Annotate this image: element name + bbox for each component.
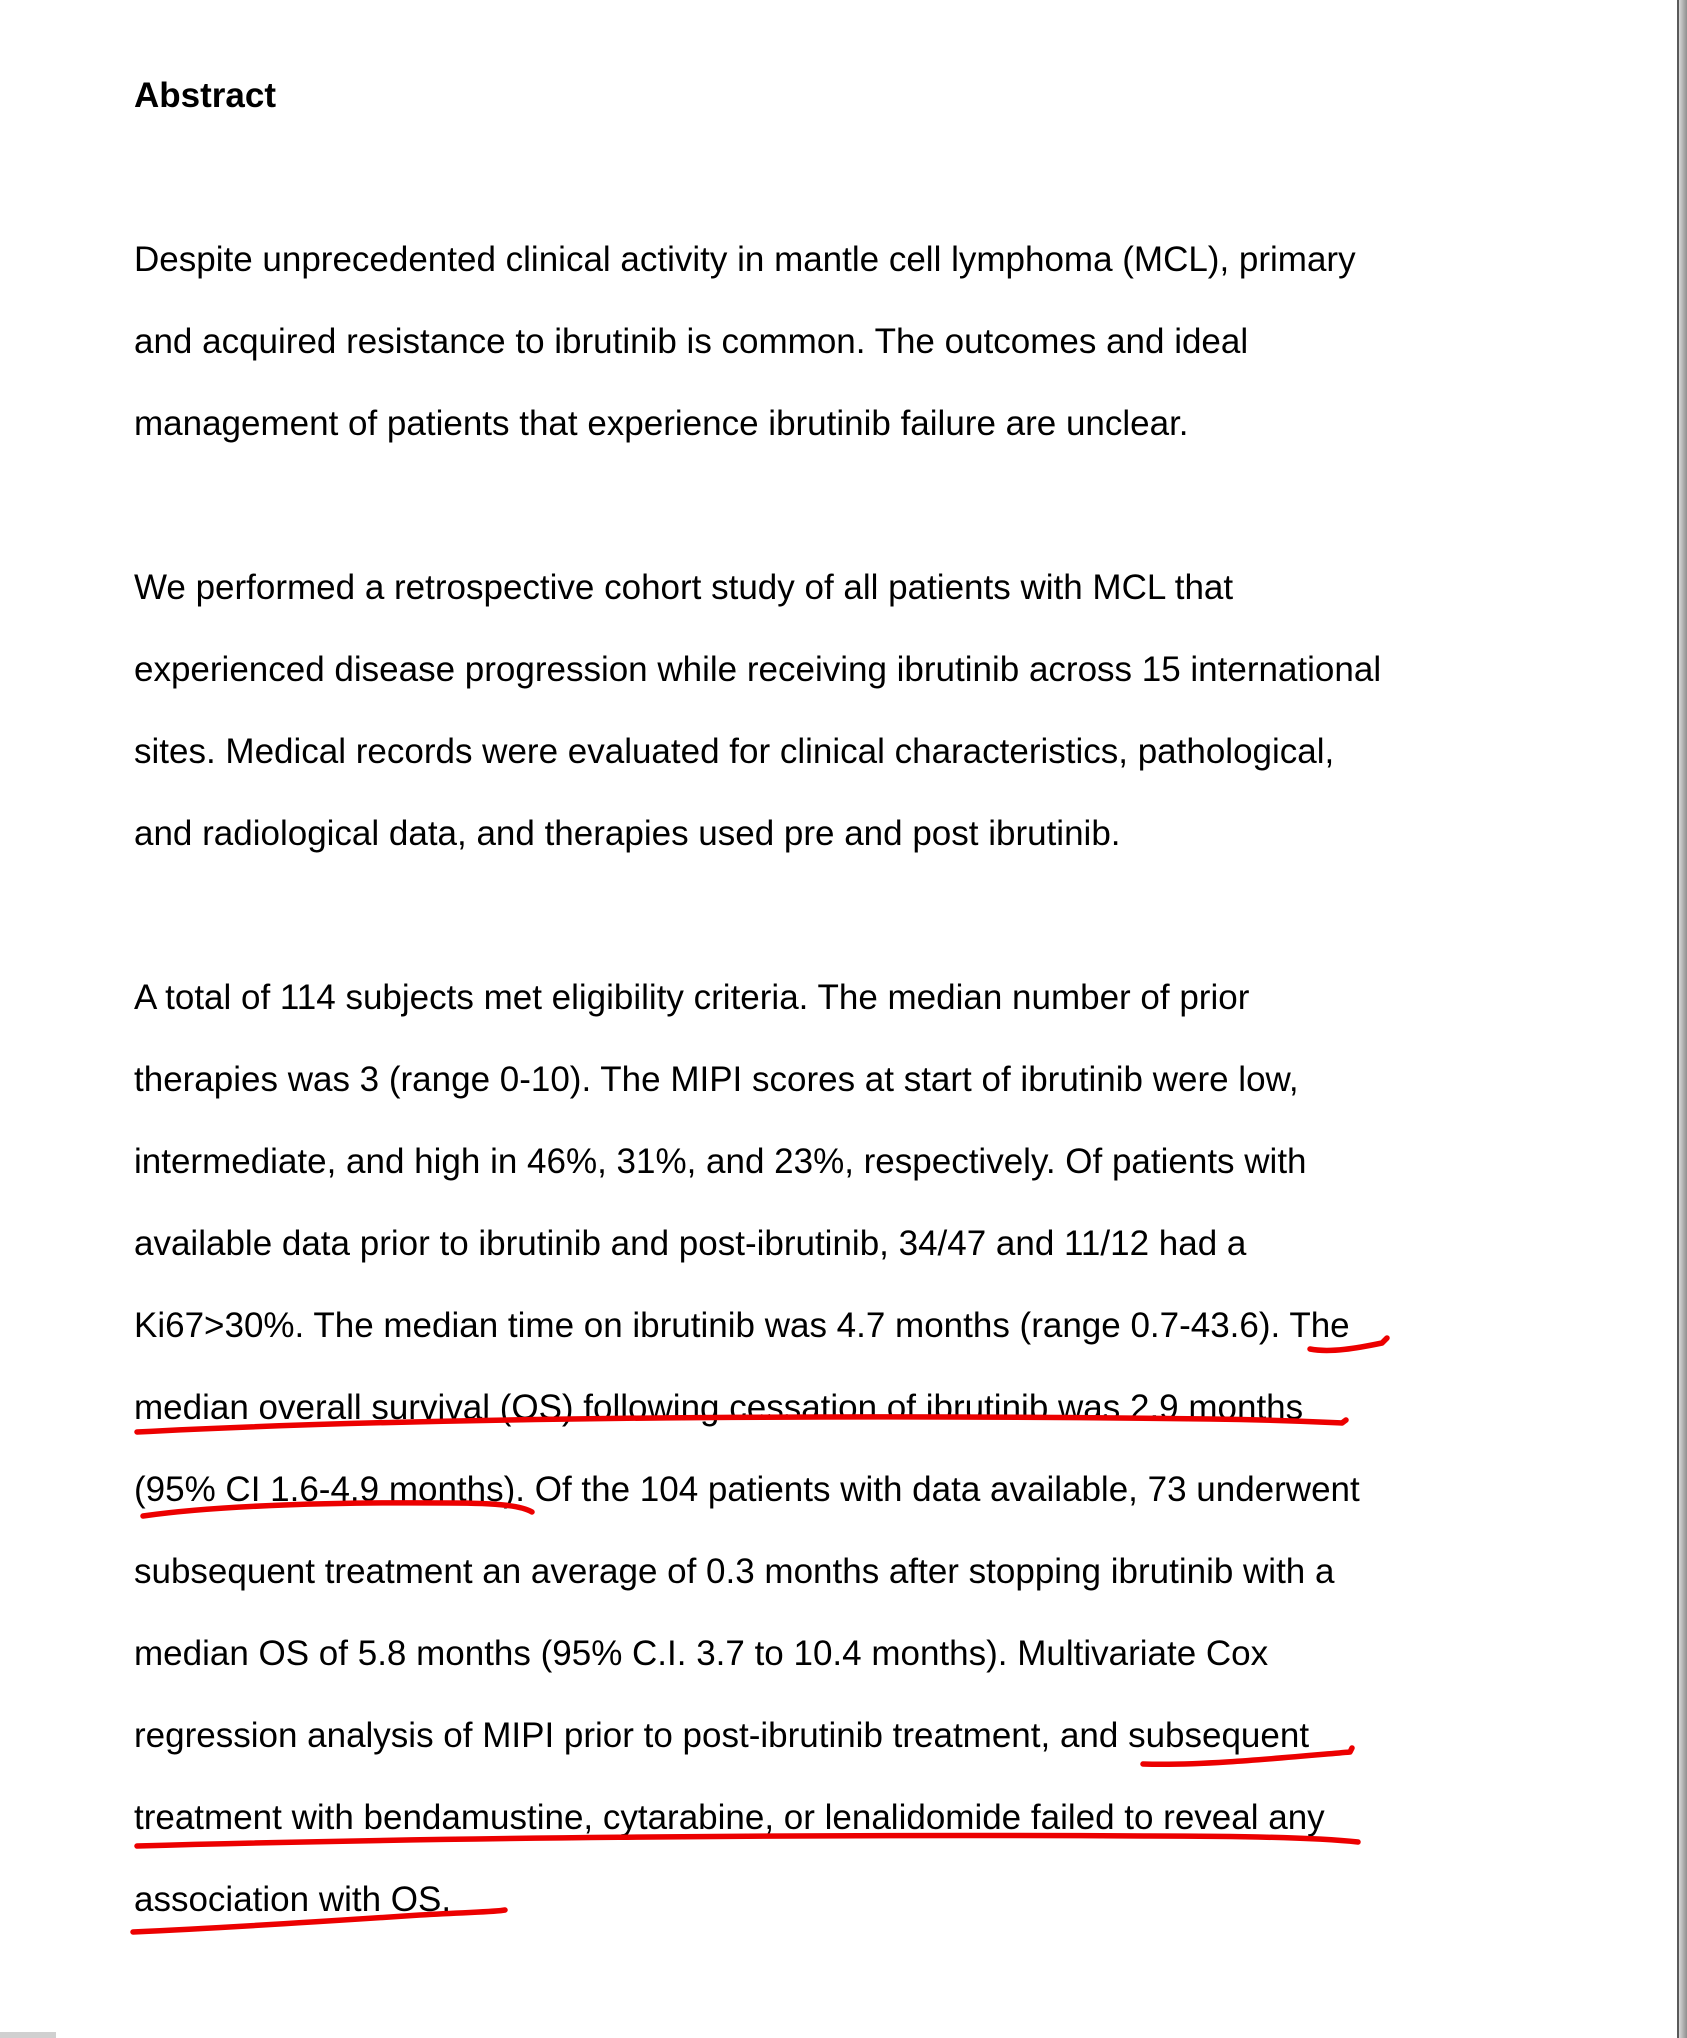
paragraph-1-line-3: management of patients that experience ibrutinib failure are unclear. (134, 404, 1189, 443)
paragraph-1-line-1: Despite unprecedented clinical activity in mantle cell lymphoma (MCL), primary (134, 240, 1356, 279)
paragraph-3-line-11: treatment with bendamustine, cytarabine, or lenalidomide failed to reveal any (134, 1798, 1325, 1837)
page-edge-shadow (1679, 0, 1687, 2038)
paragraph-1-line-2: and acquired resistance to ibrutinib is common. The outcomes and ideal (134, 322, 1249, 361)
paragraph-3-line-6: median overall survival (OS) following cessation of ibrutinib was 2.9 months (134, 1388, 1304, 1427)
paragraph-3-line-12: association with OS. (134, 1880, 452, 1919)
paragraph-3-line-2: therapies was 3 (range 0-10). The MIPI scores at start of ibrutinib were low, (134, 1060, 1299, 1099)
paragraph-2-line-4: and radiological data, and therapies used pre and post ibrutinib. (134, 814, 1121, 853)
paragraph-2-line-3: sites. Medical records were evaluated for clinical characteristics, pathological, (134, 732, 1335, 771)
paragraph-3-line-10: regression analysis of MIPI prior to post-ibrutinib treatment, and subsequent (134, 1716, 1310, 1755)
page-corner-mark (0, 2032, 56, 2038)
paragraph-2-line-2: experienced disease progression while receiving ibrutinib across 15 international (134, 650, 1382, 689)
paragraph-2-line-1: We performed a retrospective cohort study of all patients with MCL that (134, 568, 1234, 607)
paragraph-3-line-5: Ki67>30%. The median time on ibrutinib was 4.7 months (range 0.7-43.6). The (134, 1306, 1350, 1345)
paragraph-3-line-7: (95% CI 1.6-4.9 months). Of the 104 patients with data available, 73 underwent (134, 1470, 1360, 1509)
paragraph-3-line-3: intermediate, and high in 46%, 31%, and 23%, respectively. Of patients with (134, 1142, 1307, 1181)
abstract-heading: Abstract (134, 76, 276, 115)
paragraph-3-line-9: median OS of 5.8 months (95% C.I. 3.7 to 10.4 months). Multivariate Cox (134, 1634, 1269, 1673)
paragraph-3-line-8: subsequent treatment an average of 0.3 months after stopping ibrutinib with a (134, 1552, 1335, 1591)
paragraph-3-line-1: A total of 114 subjects met eligibility criteria. The median number of prior (134, 978, 1250, 1017)
paragraph-3-line-4: available data prior to ibrutinib and post-ibrutinib, 34/47 and 11/12 had a (134, 1224, 1247, 1263)
